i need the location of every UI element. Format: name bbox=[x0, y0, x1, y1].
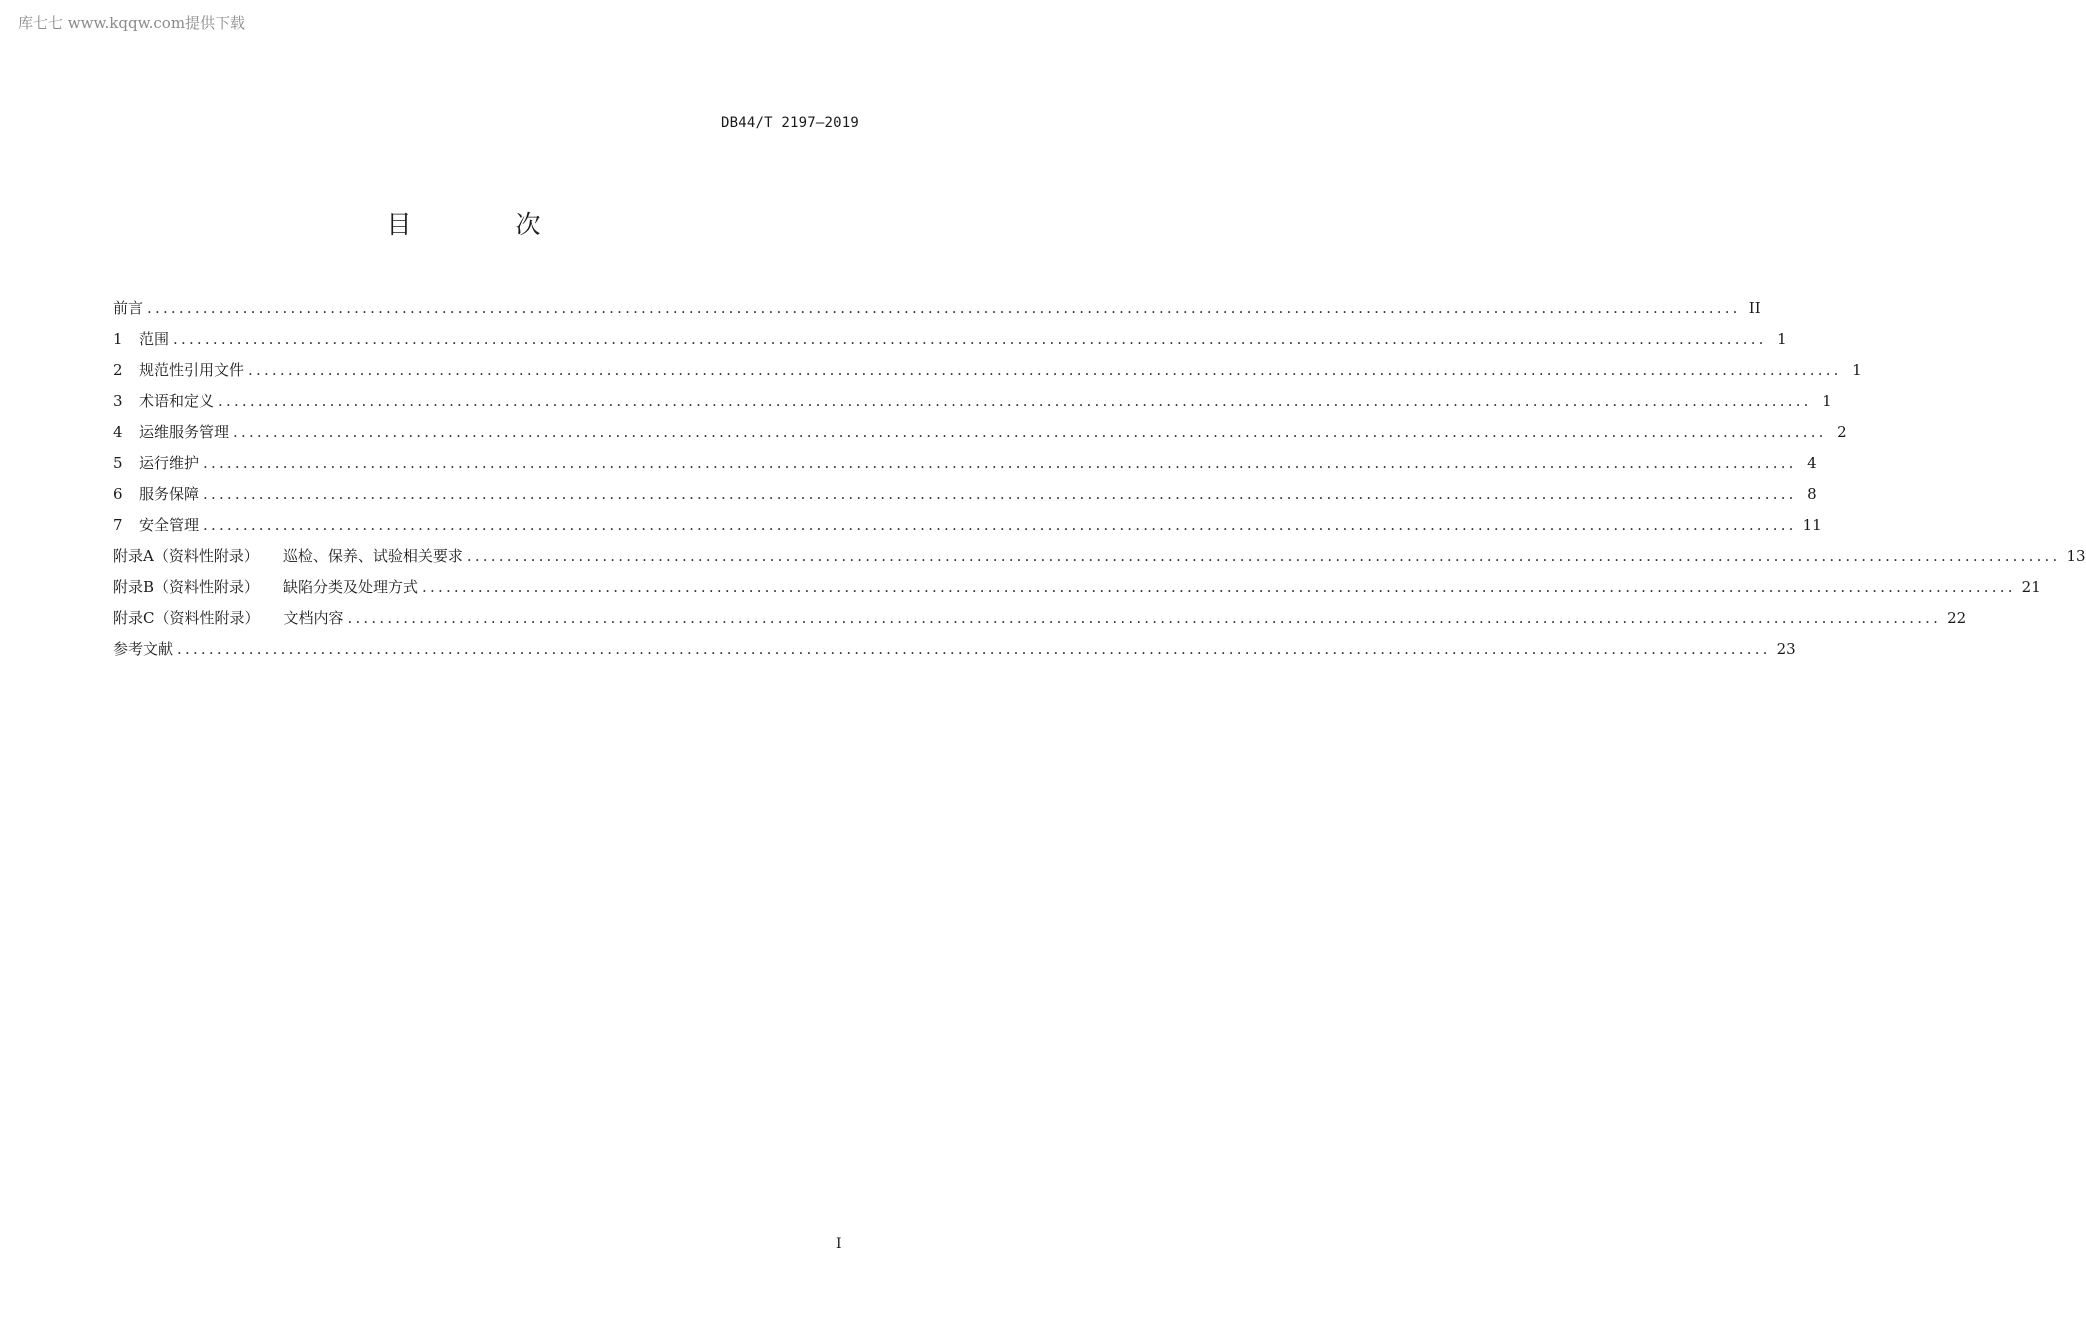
table-of-contents bbox=[113, 287, 2086, 659]
toc-entry-title-main: 安全管理 bbox=[139, 516, 200, 534]
toc-entry-number: 6 bbox=[113, 485, 123, 503]
toc-dot-leader: ........................................................................................................................................................................................................ bbox=[147, 299, 1741, 317]
toc-entry[interactable] bbox=[113, 442, 1817, 473]
toc-entry-title bbox=[113, 577, 418, 597]
toc-entry[interactable] bbox=[113, 287, 1761, 318]
toc-entry-page: 2 bbox=[1837, 423, 1847, 441]
toc-entry-number: 7 bbox=[113, 516, 123, 534]
toc-entry[interactable] bbox=[113, 597, 1967, 628]
toc-entry-title-main: 附录B（资料性附录） bbox=[113, 578, 260, 596]
toc-dot-leader: ........................................................................................................................................................................................................ bbox=[422, 578, 2016, 596]
toc-entry[interactable] bbox=[113, 411, 1847, 442]
watermark-text: 库七七 www.kqqw.com提供下载 bbox=[18, 14, 246, 32]
toc-entry-title bbox=[139, 484, 199, 504]
toc-entry-title bbox=[113, 298, 143, 318]
toc-entry-page: 1 bbox=[1777, 330, 1787, 348]
toc-entry-number: 5 bbox=[113, 454, 123, 472]
toc-entry-number: 1 bbox=[113, 330, 123, 348]
toc-entry-title bbox=[139, 360, 244, 380]
toc-entry-title-main: 前言 bbox=[113, 299, 144, 317]
toc-entry[interactable] bbox=[113, 380, 1832, 411]
toc-entry-number: 2 bbox=[113, 361, 123, 379]
toc-dot-leader: ........................................................................................................................................................................................................ bbox=[218, 392, 1812, 410]
toc-entry-title-main: 规范性引用文件 bbox=[139, 361, 245, 379]
toc-entry[interactable] bbox=[113, 318, 1787, 349]
page-number: I bbox=[836, 1236, 842, 1252]
toc-entry-title bbox=[139, 329, 169, 349]
toc-entry-subtitle: 缺陷分类及处理方式 bbox=[283, 578, 419, 596]
toc-entry[interactable] bbox=[113, 473, 1817, 504]
toc-entry-title bbox=[139, 453, 199, 473]
toc-entry-number: 4 bbox=[113, 423, 123, 441]
toc-dot-leader: ........................................................................................................................................................................................................ bbox=[233, 423, 1827, 441]
toc-entry-page: 1 bbox=[1852, 361, 1862, 379]
toc-entry-page: 21 bbox=[2021, 578, 2041, 596]
toc-entry-page: 13 bbox=[2066, 547, 2086, 565]
toc-entry-title-main: 运维服务管理 bbox=[139, 423, 230, 441]
toc-entry-title-main: 术语和定义 bbox=[139, 392, 215, 410]
toc-entry[interactable] bbox=[113, 504, 1822, 535]
toc-entry[interactable] bbox=[113, 628, 1796, 659]
toc-entry-title bbox=[139, 422, 229, 442]
toc-entry-page: 22 bbox=[1947, 609, 1967, 627]
toc-entry-page: 1 bbox=[1822, 392, 1832, 410]
toc-entry-subtitle: 文档内容 bbox=[283, 609, 344, 627]
toc-entry-title-main: 参考文献 bbox=[113, 640, 174, 658]
toc-dot-leader: ........................................................................................................................................................................................................ bbox=[203, 485, 1797, 503]
toc-entry-title-main: 范围 bbox=[139, 330, 170, 348]
toc-entry-subtitle: 巡检、保养、试验相关要求 bbox=[282, 547, 463, 565]
document-code: DB44/T 2197—2019 bbox=[720, 115, 859, 131]
toc-dot-leader: ........................................................................................................................................................................................................ bbox=[177, 640, 1771, 658]
toc-entry-title-main: 服务保障 bbox=[139, 485, 200, 503]
toc-entry-title bbox=[113, 639, 173, 659]
toc-entry-title bbox=[139, 515, 199, 535]
toc-entry-title bbox=[139, 391, 214, 411]
toc-entry-title bbox=[113, 546, 463, 566]
toc-entry-page: 11 bbox=[1802, 516, 1822, 534]
toc-entry-page: 8 bbox=[1807, 485, 1817, 503]
toc-entry-number: 3 bbox=[113, 392, 123, 410]
toc-entry[interactable] bbox=[113, 535, 2086, 566]
toc-entry-page: II bbox=[1748, 299, 1761, 317]
toc-entry-title bbox=[113, 608, 344, 628]
toc-dot-leader: ........................................................................................................................................................................................................ bbox=[466, 547, 2061, 565]
toc-dot-leader: ........................................................................................................................................................................................................ bbox=[347, 609, 1942, 627]
toc-entry-page: 4 bbox=[1807, 454, 1817, 472]
toc-entry-title-main: 附录A（资料性附录） bbox=[113, 547, 259, 565]
toc-entry[interactable] bbox=[113, 566, 2041, 597]
toc-entry-title-main: 附录C（资料性附录） bbox=[113, 609, 260, 627]
toc-entry-title-main: 运行维护 bbox=[139, 454, 200, 472]
toc-dot-leader: ........................................................................................................................................................................................................ bbox=[203, 454, 1797, 472]
toc-dot-leader: ........................................................................................................................................................................................................ bbox=[203, 516, 1797, 534]
page-title: 目 次 bbox=[386, 210, 589, 239]
toc-entry[interactable] bbox=[113, 349, 1862, 380]
toc-dot-leader: ........................................................................................................................................................................................................ bbox=[248, 361, 1842, 379]
toc-dot-leader: ........................................................................................................................................................................................................ bbox=[173, 330, 1767, 348]
toc-entry-page: 23 bbox=[1776, 640, 1796, 658]
